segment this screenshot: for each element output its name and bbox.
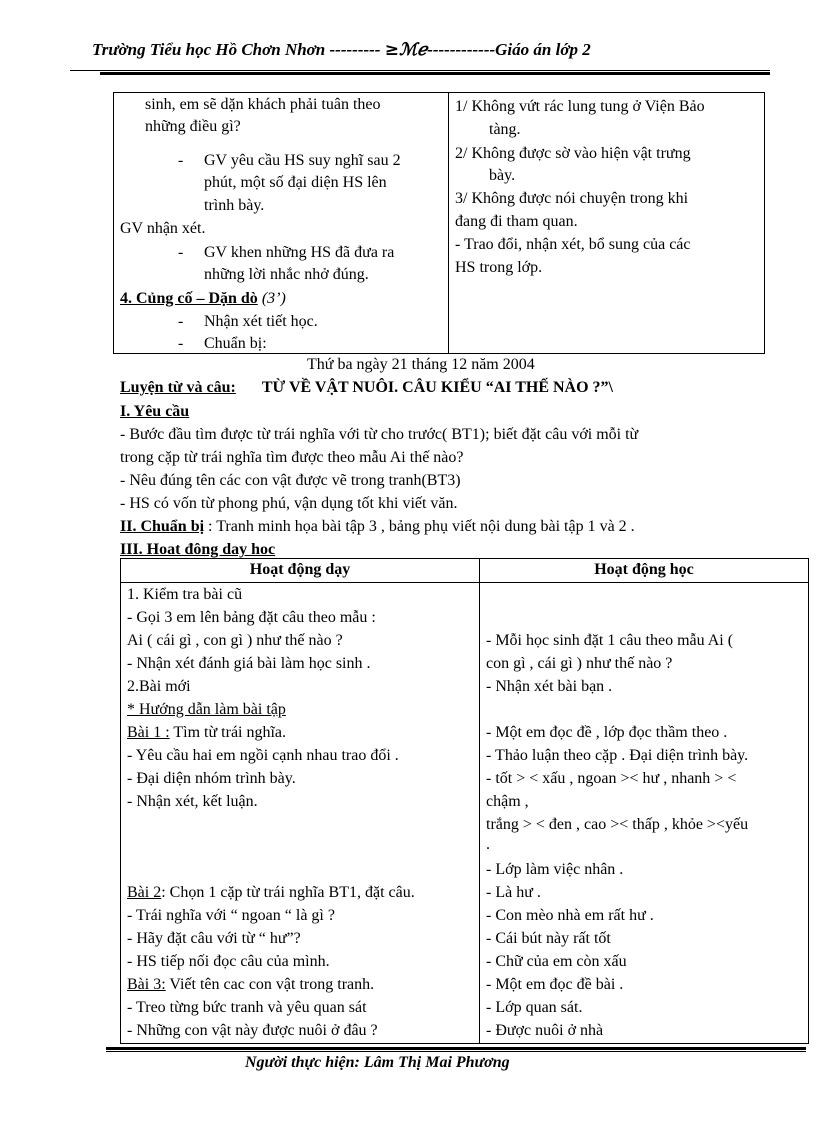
text-line: - tốt > < xấu , ngoan >< hư , nhanh > < bbox=[486, 770, 737, 787]
requirement-line: - Nêu đúng tên các con vật được vẽ trong tranh(BT3) bbox=[120, 472, 461, 489]
text-line: chậm , bbox=[486, 793, 529, 810]
footer-rule-thick bbox=[106, 1047, 806, 1050]
text-line: - Đại diện nhóm trình bày. bbox=[127, 770, 296, 787]
exercise-3-line: Bài 3: Viết tên cac con vật trong tranh. bbox=[127, 976, 375, 993]
continuation-right-cell bbox=[449, 93, 765, 354]
lesson-date: Thứ ba ngày 21 tháng 12 năm 2004 bbox=[307, 356, 535, 373]
exercise-1-line: Bài 1 : Tìm từ trái nghĩa. bbox=[127, 724, 287, 741]
text-line: Nhận xét tiết học. bbox=[204, 313, 318, 330]
school-name: Trường Tiểu học Hồ Chơn Nhơn bbox=[92, 40, 326, 59]
subsection-heading: * Hướng dẫn làm bài tập bbox=[127, 701, 286, 718]
text-line: - Nhận xét bài bạn . bbox=[486, 678, 613, 695]
text-line: trình bày. bbox=[204, 197, 265, 214]
text-line: - Là hư . bbox=[486, 884, 541, 901]
text-line: GV yêu cầu HS suy nghĩ sau 2 bbox=[204, 152, 401, 169]
activities-heading: III. Hoat đông day hoc bbox=[120, 541, 276, 558]
exercise-2-line: Bài 2: Chọn 1 cặp từ trái nghĩa BT1, đặt câu. bbox=[127, 884, 415, 901]
text-line: - Hãy đặt câu với từ “ hư”? bbox=[127, 930, 301, 947]
text-line: - Yêu cầu hai em ngồi cạnh nhau trao đổi . bbox=[127, 747, 399, 764]
text-line: con gì , cái gì ) như thế nào ? bbox=[486, 655, 673, 672]
subject-label: Giáo án lớp 2 bbox=[495, 40, 591, 59]
text-line: - Nhận xét đánh giá bài làm học sinh . bbox=[127, 655, 371, 672]
text-line: - Được nuôi ở nhà bbox=[486, 1022, 604, 1039]
text-line: - Mỗi học sinh đặt 1 câu theo mẫu Ai ( bbox=[486, 632, 734, 649]
text-line: - Lớp quan sát. bbox=[486, 999, 583, 1016]
text-line: Chuẩn bị: bbox=[204, 335, 267, 352]
lesson-title: TỪ VỀ VẬT NUÔI. CÂU KIỂU “AI THẾ NÀO ?”\ bbox=[261, 379, 613, 396]
text-line: đang đi tham quan. bbox=[455, 213, 578, 230]
text-line: những lời nhắc nhở đúng. bbox=[204, 266, 369, 283]
text-line: - Chữ của em còn xấu bbox=[486, 953, 627, 970]
logo-mark: ≥ℳℯ bbox=[384, 40, 428, 60]
text-line: - Một em đọc đề , lớp đọc thầm theo . bbox=[486, 724, 728, 741]
text-line: - Một em đọc đề bài . bbox=[486, 976, 624, 993]
text-line: HS trong lớp. bbox=[455, 259, 543, 276]
preparation-text: : Tranh minh họa bài tập 3 , bảng phụ viết nội dung bài tập 1 và 2 . bbox=[204, 518, 635, 535]
text-line: 2/ Không được sờ vào hiện vật trưng bbox=[455, 145, 691, 162]
text-line: phút, một số đại diện HS lên bbox=[204, 174, 387, 191]
col-header-learning: Hoạt động học bbox=[480, 559, 809, 583]
requirement-line: trong cặp từ trái nghĩa tìm được theo mẫu Ai thế nào? bbox=[120, 449, 464, 466]
preparation-line bbox=[120, 517, 635, 537]
text-line: - Lớp làm việc nhân . bbox=[486, 861, 624, 878]
section-heading: 2.Bài mới bbox=[127, 678, 191, 695]
text-line: - HS tiếp nối đọc câu của mình. bbox=[127, 953, 330, 970]
section-heading: 1. Kiểm tra bài cũ bbox=[127, 586, 243, 603]
continuation-table bbox=[113, 92, 765, 354]
teaching-cell bbox=[121, 583, 480, 1044]
text-line: sinh, em sẽ dặn khách phải tuân theo bbox=[145, 96, 381, 113]
text-line: - Nhận xét, kết luận. bbox=[127, 793, 258, 810]
learning-cell bbox=[480, 583, 809, 1044]
requirements-heading: I. Yêu cầu bbox=[120, 403, 190, 420]
text-line: Ai ( cái gì , con gì ) như thế nào ? bbox=[127, 632, 343, 649]
text-line: tàng. bbox=[489, 121, 521, 138]
lesson-title-line bbox=[120, 378, 613, 398]
col-header-teaching: Hoạt động dạy bbox=[121, 559, 480, 583]
continuation-left-cell bbox=[114, 93, 449, 354]
text-line: . bbox=[486, 836, 490, 853]
text-line: - Cái bút này rất tốt bbox=[486, 930, 611, 947]
header-dashes-left: --------- bbox=[329, 40, 381, 59]
lesson-label: Luyện từ và câu: bbox=[120, 379, 236, 396]
text-line: - Trao đổi, nhận xét, bổ sung của các bbox=[455, 236, 691, 253]
text-line: trắng > < đen , cao >< thấp , khỏe ><yếu bbox=[486, 816, 749, 833]
header-dashes-right: ------------ bbox=[427, 40, 496, 59]
bullet-dash: - bbox=[178, 313, 184, 330]
text-line: - Những con vật này được nuôi ở đâu ? bbox=[127, 1022, 378, 1039]
text-line: - Thảo luận theo cặp . Đại diện trình bày. bbox=[486, 747, 749, 764]
author-line: Người thực hiện: Lâm Thị Mai Phương bbox=[245, 1054, 510, 1071]
section-heading: 4. Củng cố – Dặn dò (3’) bbox=[120, 290, 286, 307]
requirement-line: - Bước đầu tìm được từ trái nghĩa với từ cho trước( BT1); biết đặt câu với mỗi từ bbox=[120, 426, 639, 443]
bullet-dash: - bbox=[178, 244, 184, 261]
text-line: GV khen những HS đã đưa ra bbox=[204, 244, 395, 261]
preparation-heading: II. Chuẩn bị bbox=[120, 518, 205, 535]
text-line: 3/ Không được nói chuyện trong khi bbox=[455, 190, 689, 207]
header-rule-thin bbox=[70, 70, 770, 71]
text-line: GV nhận xét. bbox=[120, 220, 206, 237]
bullet-dash: - bbox=[178, 152, 184, 169]
bullet-dash: - bbox=[178, 335, 184, 352]
footer-rule-thin bbox=[106, 1051, 806, 1052]
text-line: - Trái nghĩa với “ ngoan “ là gì ? bbox=[127, 907, 335, 924]
text-line: những điều gì? bbox=[145, 118, 241, 135]
requirement-line: - HS có vốn từ phong phú, vận dụng tốt khi viết văn. bbox=[120, 495, 458, 512]
text-line: - Gọi 3 em lên bảng đặt câu theo mẫu : bbox=[127, 609, 376, 626]
activities-table bbox=[120, 558, 809, 1044]
text-line: - Con mèo nhà em rất hư . bbox=[486, 907, 654, 924]
text-line: bày. bbox=[489, 167, 516, 184]
text-line: 1/ Không vứt rác lung tung ở Viện Bảo bbox=[455, 98, 705, 115]
page-header bbox=[92, 40, 772, 60]
header-rule-thick bbox=[100, 72, 770, 75]
text-line: - Treo từng bức tranh và yêu quan sát bbox=[127, 999, 367, 1016]
